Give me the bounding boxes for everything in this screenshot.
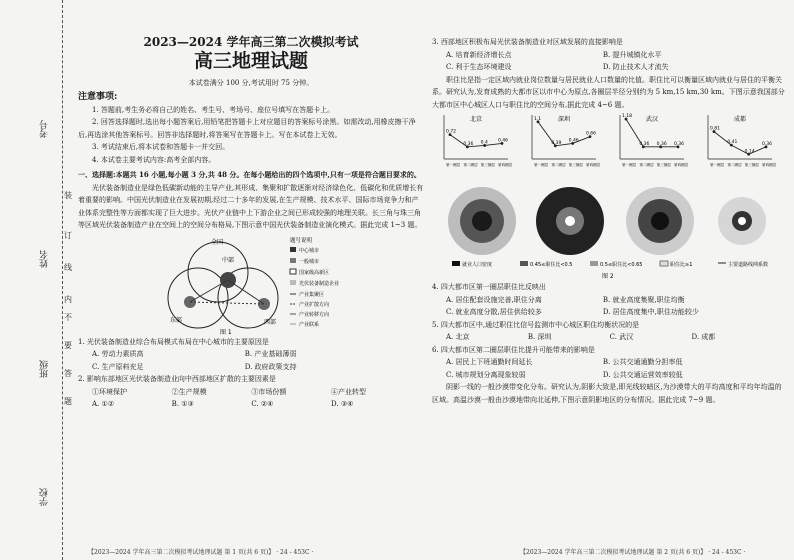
mini-x-tick-label: 第四圈层 bbox=[586, 163, 601, 167]
mini-x-tick-label: 第一圈层 bbox=[710, 163, 725, 167]
mini-x-tick-label: 第一圈层 bbox=[446, 163, 461, 167]
question-2-statements bbox=[92, 386, 424, 399]
option[interactable]: C. 武汉 bbox=[609, 333, 634, 341]
passage-2: 职住比是指一定区域内就业岗位数量与居民就业人口数量的比值。职住比可以衡量区域内就业与居住的平衡关系。研究认为,发育成熟的大都市区以市中心为原点,各圈层半径分别约为 5 km,15 km,30 km。下图示意我国部分大都市区中心城区人口与职住比的空间分布,据此完成 4~6 题。 bbox=[432, 75, 785, 109]
figure-1-diagram bbox=[78, 232, 424, 336]
seal-char: 订 bbox=[64, 231, 72, 240]
figure-2-charts bbox=[432, 111, 787, 281]
option[interactable]: B. 公共交通通勤分担率低 bbox=[602, 358, 683, 366]
fig-caption: 图 1 bbox=[220, 328, 232, 336]
legend-swatch bbox=[452, 261, 460, 266]
name-label: 姓名 bbox=[40, 250, 50, 268]
mini-data-label: 0.41 bbox=[727, 140, 738, 146]
mini-x-tick-label: 第二圈层 bbox=[639, 163, 654, 167]
legend-text: 国家级高新区 bbox=[299, 269, 330, 276]
option[interactable]: B. 产业基础薄弱 bbox=[244, 350, 297, 358]
mini-x-tick-label: 第一圈层 bbox=[622, 163, 637, 167]
passage: 光伏装备制造业是绿色低碳新动能的主导产业,其形成、集聚和扩散逐渐对经济绿色化、低碳化和优质增长有着重要的影响。中国光伏制造业在发展初期,经过二十多年的发展,在生产规模、技术水平、国际市场竞争力和产业体系完整性等方面都实现了巨大进步。光伏产业链中上下游企业之间已形成较强的地理关联。长三角与珠三角等区域光伏装备制造产业在空间上的空间分布格局,下图示意中国光伏装备制造业演化模式。据此完成 1~3 题。 bbox=[78, 183, 424, 229]
figure-1 bbox=[78, 232, 424, 336]
mini-x-tick-label: 第二圈层 bbox=[551, 163, 566, 167]
option[interactable]: C. 就业高度分散,居住供给较多 bbox=[446, 308, 542, 316]
mini-data-label: 0.36 bbox=[762, 141, 773, 147]
figure-2 bbox=[432, 111, 787, 281]
question-3: 3. 西部地区积极布局光伏装备制造业对区域发展的直接影响是 bbox=[432, 38, 623, 46]
option[interactable]: D. 公共交通运营效率较低 bbox=[602, 370, 683, 379]
option[interactable]: D. 成都 bbox=[691, 333, 716, 341]
question-4: 4. 四大都市区第一圈层职住比反映出 bbox=[432, 283, 546, 291]
seal-char: 题 bbox=[64, 397, 72, 406]
right-column bbox=[432, 6, 787, 406]
fig-caption: 图 2 bbox=[602, 273, 614, 280]
mini-series-line bbox=[450, 135, 502, 147]
option[interactable]: A. ①② bbox=[92, 400, 115, 408]
mini-x-tick-label: 第二圈层 bbox=[727, 163, 742, 167]
mini-data-label: 1.18 bbox=[622, 114, 633, 120]
exam-meta: 本试卷满分 100 分,考试用时 75 分钟。 bbox=[188, 78, 314, 87]
notice-title: 注意事项: bbox=[78, 92, 118, 102]
mini-data-label: 0.66 bbox=[586, 131, 597, 137]
legend-text: 产业联系 bbox=[299, 321, 320, 328]
mini-data-label: 1.1 bbox=[534, 116, 542, 122]
legend-title: 题号说明 bbox=[290, 237, 313, 244]
binding-dashed-line bbox=[62, 0, 63, 560]
mini-x-tick-label: 第一圈层 bbox=[534, 163, 549, 167]
option[interactable]: D. 政府政策支持 bbox=[244, 362, 297, 371]
mini-data-label: 0.72 bbox=[446, 129, 457, 135]
question-6: 6. 四大都市区第二圈层职住比提升可能带来的影响是 bbox=[432, 345, 595, 354]
mini-chart-title: 武汉 bbox=[646, 116, 659, 123]
seal-char: 线 bbox=[64, 263, 72, 272]
mini-series-line bbox=[714, 132, 766, 155]
seal-char: 不 bbox=[64, 313, 72, 322]
option[interactable]: A. 居民上下班通勤时间延长 bbox=[446, 358, 533, 366]
page-footer-right: 【2023—2024 学年高三第二次模拟考试地理试题 第 2 页(共 6 页)】 · 24 - 453C · bbox=[520, 549, 746, 556]
option[interactable]: A. 培育新经济增长点 bbox=[446, 50, 512, 59]
mini-x-tick-label: 第三圈层 bbox=[744, 163, 760, 167]
legend-swatch bbox=[290, 269, 296, 274]
notice-item: 4. 本试卷主要考试内容:高考全部内容。 bbox=[92, 155, 216, 164]
fig-label-top: 全国 bbox=[211, 238, 224, 246]
legend-text: 0.5≤职住比<0.65 bbox=[600, 262, 643, 268]
option[interactable]: A. 劳动力素质高 bbox=[92, 350, 144, 358]
mini-data-label: 0.4 bbox=[480, 140, 488, 146]
mini-x-tick-label: 第二圈层 bbox=[463, 163, 478, 167]
exam-title: 2023—2024 学年高三第二次模拟考试 bbox=[143, 35, 359, 49]
legend-text: 中心城市 bbox=[299, 247, 320, 254]
ring-core bbox=[738, 217, 746, 225]
question-2: 2. 影响东部地区光伏装备制造业向中西部地区扩散的主要因素是 bbox=[78, 375, 276, 383]
option[interactable]: D. 居住高度集中,职住功能较少 bbox=[602, 308, 699, 316]
page-footer-left: 【2023—2024 学年高三第二次模拟考试地理试题 第 1 页(共 6 页)】 · 24 - 453C · bbox=[88, 549, 314, 556]
legend-swatch bbox=[590, 261, 598, 266]
option[interactable]: B. 就业高度集聚,职住均衡 bbox=[602, 295, 685, 304]
option[interactable]: C. 生产原料充足 bbox=[92, 362, 144, 371]
legend-swatch bbox=[290, 258, 296, 263]
passage-3: 阴影一线的一般沙漠带变化分布。研究认为,阴影大致是,即光线较暗区,为沙漠带大的平均高度和平均年均温的区域。高温沙漠一般由沙漠地带向北延伸,下图示意阴影地区的分布情况。据此完成 7~9 题。 bbox=[432, 383, 782, 404]
mini-series-line bbox=[626, 119, 678, 147]
mini-chart-title: 成都 bbox=[734, 116, 747, 123]
seal-char: 答 bbox=[64, 369, 72, 378]
option[interactable]: A. 北京 bbox=[446, 333, 470, 341]
school-label: 学校 bbox=[40, 488, 50, 506]
ring-diagrams bbox=[448, 187, 766, 255]
mini-data-label: 0.36 bbox=[674, 141, 685, 147]
link-line bbox=[190, 280, 228, 302]
notice-item: 2. 回答选择题时,选出每小题答案后,用铅笔把答题卡上对应题目的答案标号涂黑。如需改动,用橡皮擦干净后,再选涂其他答案标号。回答非选择题时,将答案写在答题卡上。写在本试卷上无效。 bbox=[78, 118, 416, 139]
legend-text: 产业扩散方向 bbox=[299, 301, 330, 308]
binding-strip bbox=[0, 0, 72, 560]
mini-data-label: 0.81 bbox=[710, 126, 721, 132]
question-2-options bbox=[92, 398, 424, 411]
mini-data-label: 0.14 bbox=[744, 149, 755, 155]
ring-core bbox=[651, 212, 669, 230]
question-4-options bbox=[446, 294, 787, 319]
fig-label-right: 西部 bbox=[264, 318, 277, 326]
option[interactable]: B. 提升城镇化水平 bbox=[602, 50, 662, 59]
seal-char: 要 bbox=[64, 341, 72, 350]
question-5-options bbox=[446, 331, 787, 344]
notice-item: 3. 考试结束后,将本试卷和答题卡一并交回。 bbox=[92, 143, 230, 151]
legend-swatch bbox=[520, 261, 528, 266]
exam-number-label: 考号 bbox=[40, 120, 50, 138]
mini-x-tick-label: 第四圈层 bbox=[762, 163, 777, 167]
mini-data-label: 0.46 bbox=[568, 138, 579, 144]
question-6-options bbox=[446, 356, 787, 381]
option[interactable]: A. 居住配套设施完善,职住分离 bbox=[446, 295, 542, 304]
option[interactable]: D. 防止技术人才流失 bbox=[602, 63, 669, 71]
question-3-options bbox=[446, 49, 787, 74]
mini-chart-title: 北京 bbox=[470, 116, 483, 123]
legend-text: 就业人口密度 bbox=[462, 262, 493, 268]
fig-label-left: 东部 bbox=[170, 316, 183, 324]
mini-x-tick-label: 第三圈层 bbox=[568, 163, 584, 167]
statement: ③市场份额 bbox=[251, 387, 287, 396]
question-1-options bbox=[92, 348, 424, 373]
ring-core bbox=[565, 216, 575, 226]
legend-text: 光伏装备制造企业 bbox=[299, 280, 340, 287]
mini-x-tick-label: 第三圈层 bbox=[480, 163, 496, 167]
fig-label-center: 中部 bbox=[222, 256, 235, 264]
seal-char: 内 bbox=[64, 295, 72, 304]
mini-data-label: 0.39 bbox=[551, 140, 562, 146]
legend-text: 0.45≤职住比<0.5 bbox=[530, 262, 573, 268]
question-1: 1. 光伏装备制造业综合布局模式布局在中心城市的主要原因是 bbox=[78, 337, 269, 346]
mini-data-label: 0.36 bbox=[463, 141, 474, 147]
legend-text: 产业转移方向 bbox=[299, 311, 330, 318]
figure-2-legend bbox=[452, 261, 768, 268]
option[interactable]: C. 城市规划分离现象较弱 bbox=[446, 370, 526, 379]
legend-text: 职住比≥1 bbox=[670, 262, 693, 268]
mini-x-tick-label: 第三圈层 bbox=[656, 163, 672, 167]
section-title: 一、选择题:本题共 16 小题,每小题 3 分,共 48 分。在每小题给出的四个选项中,只有一项是符合题目要求的。 bbox=[78, 170, 421, 179]
mini-data-label: 0.36 bbox=[639, 141, 650, 147]
notice-item: 1. 答题前,考生务必将自己的姓名、考生号、考场号、座位号填写在答题卡上。 bbox=[92, 105, 335, 114]
option[interactable]: D. ③④ bbox=[331, 400, 354, 408]
option[interactable]: C. 利于生态环境建设 bbox=[446, 63, 512, 71]
option[interactable]: B. ①③ bbox=[171, 400, 194, 408]
left-column bbox=[78, 6, 424, 411]
mini-data-label: 0.46 bbox=[498, 138, 509, 144]
legend-text: 一般城市 bbox=[299, 258, 320, 265]
seal-char: 装 bbox=[64, 191, 72, 200]
legend-swatch bbox=[290, 280, 296, 285]
legend-text: 产业集聚区 bbox=[299, 291, 325, 298]
ring-core bbox=[472, 211, 492, 231]
option[interactable]: C. ②④ bbox=[251, 400, 274, 408]
question-5: 5. 四大都市区中,通过职住比信号监测市中心城区职住均衡状况的是 bbox=[432, 320, 640, 329]
legend-swatch bbox=[290, 247, 296, 252]
statement: ④产业转型 bbox=[331, 387, 367, 396]
option[interactable]: B. 深圳 bbox=[527, 333, 552, 341]
statement: ②生产规模 bbox=[171, 387, 207, 396]
statement: ①环境保护 bbox=[92, 387, 127, 396]
legend-swatch bbox=[660, 261, 668, 266]
mini-x-tick-label: 第四圈层 bbox=[498, 163, 513, 167]
mini-series-line bbox=[538, 122, 590, 146]
mini-x-tick-label: 第四圈层 bbox=[674, 163, 689, 167]
subject-title: 高三地理试题 bbox=[193, 49, 308, 72]
class-label: 班级 bbox=[40, 360, 50, 378]
mini-chart-title: 深圳 bbox=[558, 116, 571, 123]
legend-text: 主要道路线网系数 bbox=[728, 262, 769, 268]
mini-data-label: 0.36 bbox=[656, 141, 667, 147]
